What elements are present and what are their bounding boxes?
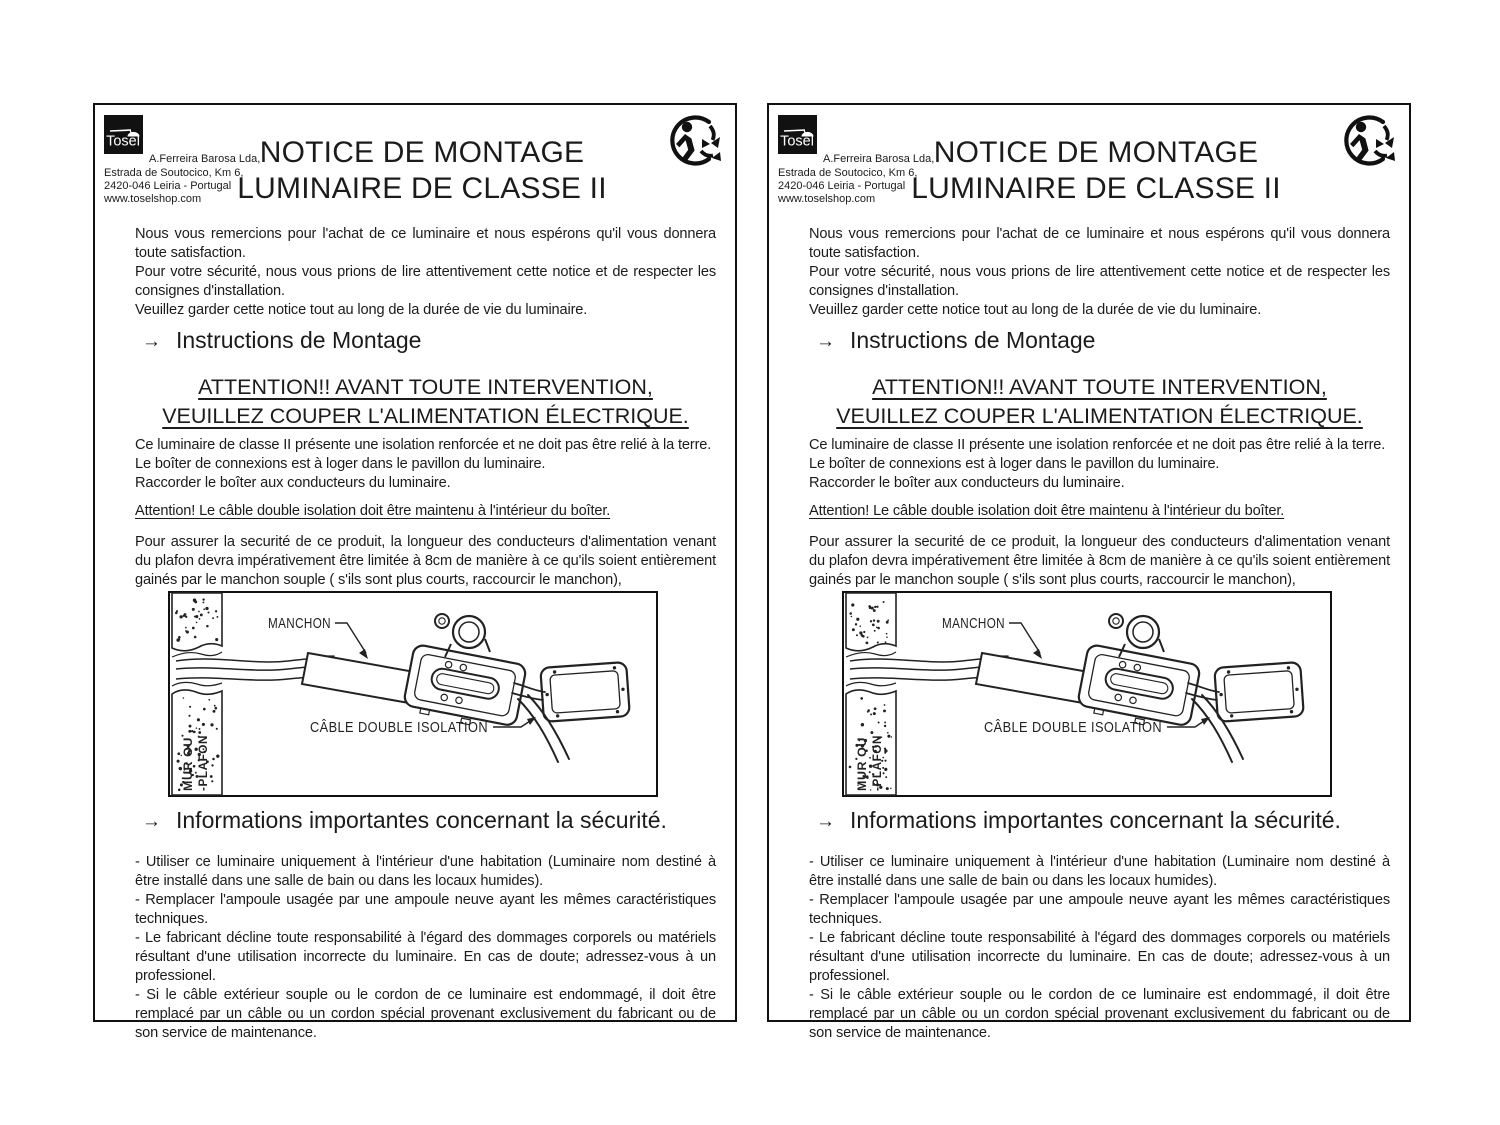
document-title <box>95 135 735 207</box>
montage-line-1: Ce luminaire de classe II présente une isolation renforcée et ne doit pas être relié à la terre. <box>809 437 1386 453</box>
safety-list <box>135 853 716 1043</box>
safety-item-2: - Remplacer l'ampoule usagée par une ampoule neuve ayant les mêmes caractéristiques techniques. <box>135 892 716 927</box>
triman-recycling-icon <box>1339 112 1396 169</box>
title-line-2: LUMINAIRE DE CLASSE II <box>911 172 1281 205</box>
arrow-bullet-icon: → <box>816 331 835 352</box>
arrow-bullet-icon: → <box>816 811 835 832</box>
safety-list <box>809 853 1390 1043</box>
manchon-paragraph: Pour assurer la securité de ce produit, la longueur des conducteurs d'alimentation venant du plafon devra impérativement être limitée à 8cm de manière à ce qu'ils soient entièrement gainés par le manchon souple ( s'ils sont plus courts, raccourcir le manchon), <box>809 534 1390 588</box>
intro-paragraph-3: Veuillez garder cette notice tout au long de la durée de vie du luminaire. <box>135 302 588 318</box>
cable-label: CÂBLE DOUBLE ISOLATION <box>310 719 488 736</box>
section-heading-montage-label: Instructions de Montage <box>850 327 1096 353</box>
attention-note: Attention! Le câble double isolation doit être maintenu à l'intérieur du boîter. <box>809 503 1285 519</box>
wall-label-line-2: -PLAFON <box>196 733 210 791</box>
notice-page-left <box>93 103 737 1041</box>
section-heading-securite <box>135 806 716 837</box>
arrow-bullet-icon: → <box>142 811 161 832</box>
safety-item-3: - Le fabricant décline toute responsabilité à l'égard des dommages corporels ou matériels résultant d'une utilisation incorrecte du luminaire. En cas de doute; adressez-vous à un professionel. <box>809 930 1390 984</box>
manchon-label: MANCHON <box>268 615 331 632</box>
wall-label <box>181 735 210 791</box>
montage-line-2: Le boîter de connexions est à loger dans le pavillon du luminaire. <box>135 456 546 472</box>
intro-paragraph-2: Pour votre sécurité, nous vous prions de lire attentivement cette notice et de respecter les consignes d'installation. <box>135 264 716 299</box>
title-line-1: NOTICE DE MONTAGE <box>259 136 585 169</box>
warning-banner <box>809 373 1390 431</box>
logo-brand-text: Tosel <box>780 133 814 150</box>
installation-diagram <box>842 591 1332 797</box>
wall-label-line-1: MUR OU <box>855 738 869 791</box>
address-line-1: Estrada de Soutocico, Km 6, <box>778 167 918 179</box>
section-heading-securite-label: Informations importantes concernant la sécurité. <box>176 807 667 833</box>
safety-item-4: - Si le câble extérieur souple ou le cordon de ce luminaire est endommagé, il doit être remplacé par un câble ou un cordon spécial provenant exclusivement du fabricant ou de son service de maintenance. <box>809 987 1390 1041</box>
montage-line-1: Ce luminaire de classe II présente une isolation renforcée et ne doit pas être relié à la terre. <box>135 437 712 453</box>
safety-item-1: - Utiliser ce luminaire uniquement à l'intérieur d'une habitation (Luminaire nom destiné à être installé dans une salle de bain ou dans les locaux humides). <box>809 854 1390 889</box>
section-heading-securite <box>809 806 1390 837</box>
page-body <box>769 225 1409 1043</box>
company-website: www.toselshop.com <box>104 193 202 205</box>
company-website: www.toselshop.com <box>778 193 876 205</box>
company-name: A.Ferreira Barosa Lda, <box>149 153 261 165</box>
cover-box <box>1214 662 1304 722</box>
safety-item-2: - Remplacer l'ampoule usagée par une ampoule neuve ayant les mêmes caractéristiques techniques. <box>809 892 1390 927</box>
montage-line-3: Raccorder le boîter aux conducteurs du luminaire. <box>809 475 1125 491</box>
title-line-1: NOTICE DE MONTAGE <box>933 136 1259 169</box>
arrow-bullet-icon: → <box>142 331 161 352</box>
safety-item-4: - Si le câble extérieur souple ou le cordon de ce luminaire est endommagé, il doit être remplacé par un câble ou un cordon spécial provenant exclusivement du fabricant ou de son service de maintenance. <box>135 987 716 1041</box>
page-body <box>95 225 735 1043</box>
wall-label-line-2: -PLAFON <box>870 733 884 791</box>
document-title <box>769 135 1409 207</box>
intro-paragraph-1: Nous vous remercions pour l'achat de ce luminaire et nous espérons qu'il vous donnera toute satisfaction. <box>135 226 716 261</box>
montage-line-2: Le boîter de connexions est à loger dans le pavillon du luminaire. <box>809 456 1220 472</box>
logo-brand-text: Tosel <box>106 133 140 150</box>
safety-item-3: - Le fabricant décline toute responsabilité à l'égard des dommages corporels ou matériels résultant d'une utilisation incorrecte du luminaire. En cas de doute; adressez-vous à un professionel. <box>135 930 716 984</box>
attention-note: Attention! Le câble double isolation doit être maintenu à l'intérieur du boîter. <box>135 503 611 519</box>
manchon-paragraph: Pour assurer la securité de ce produit, la longueur des conducteurs d'alimentation venant du plafon devra impérativement être limitée à 8cm de manière à ce qu'ils soient entièrement gainés par le manchon souple ( s'ils sont plus courts, raccourcir le manchon), <box>135 534 716 588</box>
intro-paragraph-3: Veuillez garder cette notice tout au long de la durée de vie du luminaire. <box>809 302 1262 318</box>
address-line-2: 2420-046 Leiria - Portugal <box>778 180 906 192</box>
safety-item-1: - Utiliser ce luminaire uniquement à l'intérieur d'une habitation (Luminaire nom destiné à être installé dans une salle de bain ou dans les locaux humides). <box>135 854 716 889</box>
montage-paragraph <box>135 436 716 493</box>
cover-box <box>540 662 630 722</box>
section-heading-montage <box>809 326 1390 357</box>
warning-line-1: ATTENTION!! AVANT TOUTE INTERVENTION, <box>872 375 1327 399</box>
address-line-1: Estrada de Soutocico, Km 6, <box>104 167 244 179</box>
warning-line-2: VEUILLEZ COUPER L'ALIMENTATION ÉLECTRIQUE. <box>162 404 689 428</box>
intro-paragraph-1: Nous vous remercions pour l'achat de ce luminaire et nous espérons qu'il vous donnera toute satisfaction. <box>809 226 1390 261</box>
title-line-2: LUMINAIRE DE CLASSE II <box>237 172 607 205</box>
intro-paragraph-2: Pour votre sécurité, nous vous prions de lire attentivement cette notice et de respecter les consignes d'installation. <box>809 264 1390 299</box>
montage-line-3: Raccorder le boîter aux conducteurs du luminaire. <box>135 475 451 491</box>
montage-paragraph <box>809 436 1390 493</box>
section-heading-securite-label: Informations importantes concernant la sécurité. <box>850 807 1341 833</box>
triman-recycling-icon <box>665 112 722 169</box>
warning-line-2: VEUILLEZ COUPER L'ALIMENTATION ÉLECTRIQUE. <box>836 404 1363 428</box>
section-heading-montage-label: Instructions de Montage <box>176 327 422 353</box>
company-name: A.Ferreira Barosa Lda, <box>823 153 935 165</box>
section-heading-montage <box>135 326 716 357</box>
cable-label: CÂBLE DOUBLE ISOLATION <box>984 719 1162 736</box>
warning-line-1: ATTENTION!! AVANT TOUTE INTERVENTION, <box>198 375 653 399</box>
wall-label <box>855 735 884 791</box>
notice-page-right <box>767 103 1411 1041</box>
installation-diagram <box>168 591 658 797</box>
page-header <box>769 105 1409 215</box>
manchon-label: MANCHON <box>942 615 1005 632</box>
warning-banner <box>135 373 716 431</box>
page-header <box>95 105 735 215</box>
wall-label-line-1: MUR OU <box>181 738 195 791</box>
address-line-2: 2420-046 Leiria - Portugal <box>104 180 232 192</box>
